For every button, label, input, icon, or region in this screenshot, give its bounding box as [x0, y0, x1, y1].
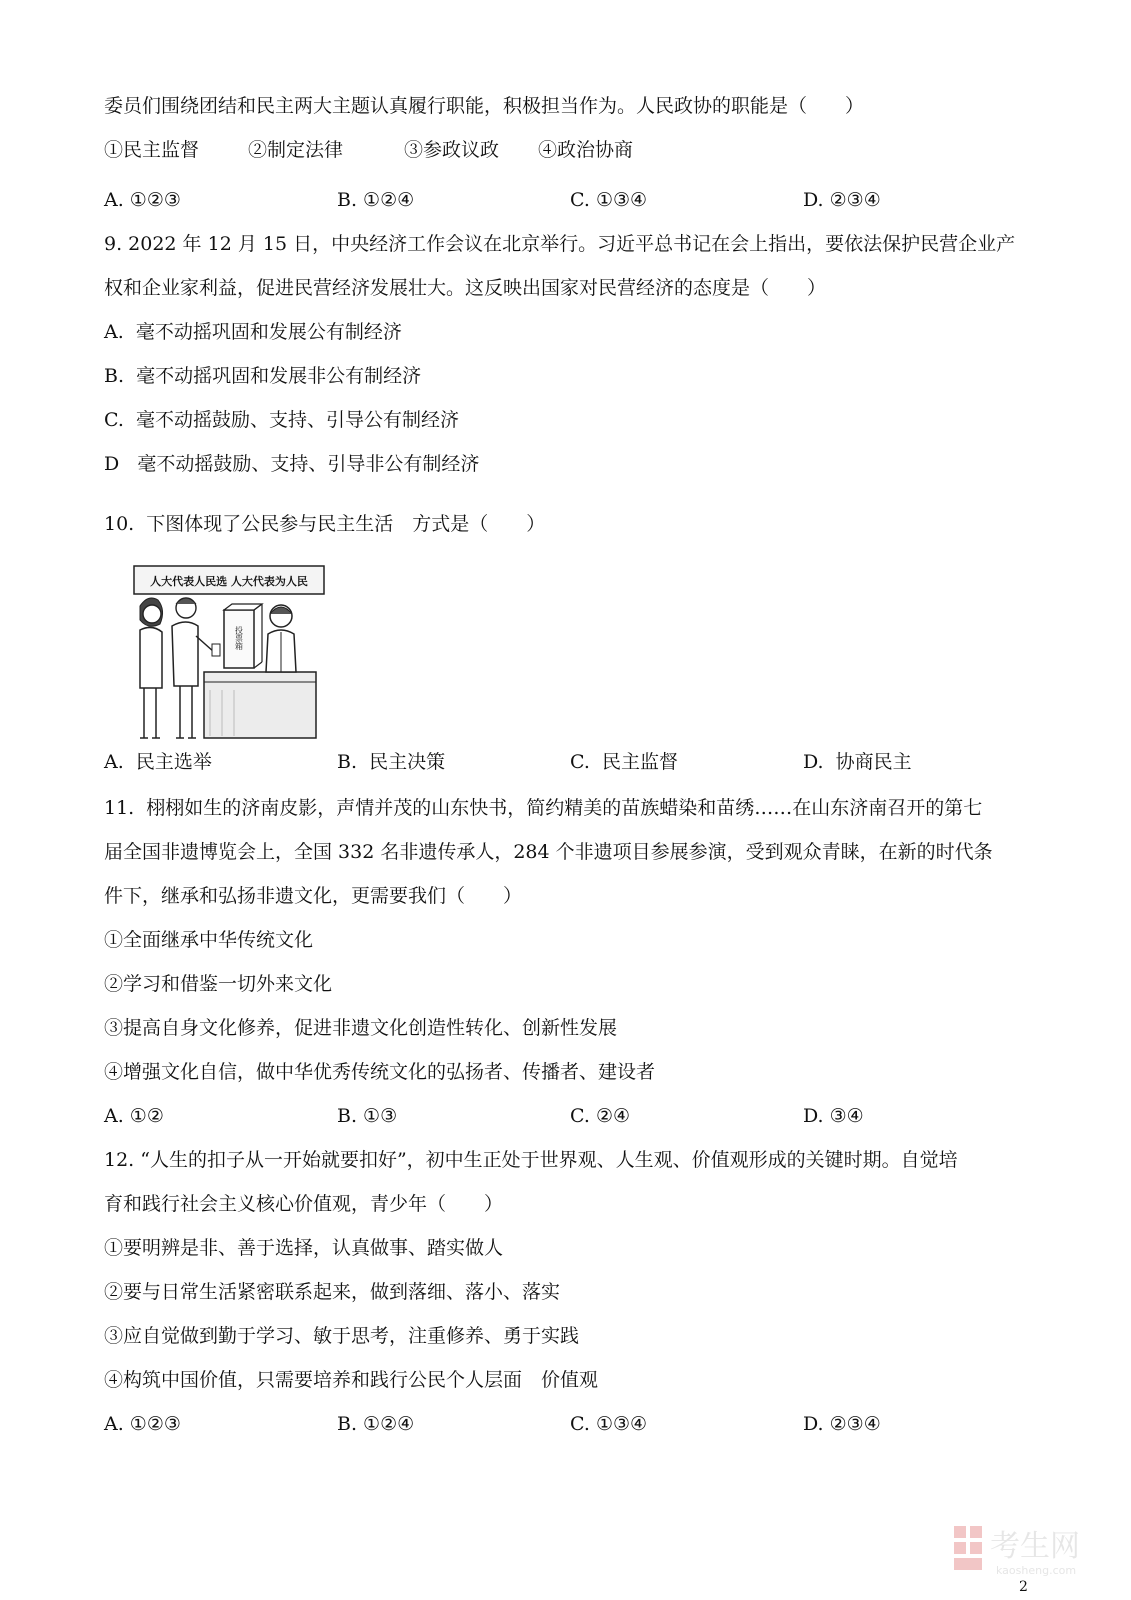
- q8-option-a: A. ①②③: [104, 189, 181, 211]
- q12-option-d: D. ②③④: [803, 1413, 881, 1435]
- q12-option-b: B. ①②④: [337, 1413, 415, 1435]
- q11-option-a: A. ①②: [104, 1105, 164, 1127]
- q8-statement-3: ③参政议政: [404, 139, 500, 161]
- q9-stem-line-1: 9. 2022 年 12 月 15 日，中央经济工作会议在北京举行。习近平总书记在会上指出，要依法保护民营企业产: [104, 233, 1016, 255]
- q8-statement-4: ④政治协商: [538, 139, 634, 161]
- q11-stem-line-3: 件下，继承和弘扬非遗文化，更需要我们（ ）: [104, 885, 523, 907]
- q9-option-c: C. 毫不动摇鼓励、支持、引导公有制经济: [104, 409, 459, 431]
- q11-statement-3: ③提高自身文化修养，促进非遗文化创造性转化、创新性发展: [104, 1017, 618, 1039]
- q9-option-d: D 毫不动摇鼓励、支持、引导非公有制经济: [104, 453, 480, 475]
- q11-stem-line-2: 届全国非遗博览会上，全国 332 名非遗传承人，284 个非遗项目参展参演，受到观众青睐，在新的时代条: [104, 841, 993, 863]
- q8-statement-1: ①民主监督: [104, 139, 200, 161]
- q12-statement-1: ①要明辨是非、善于选择，认真做事、踏实做人: [104, 1237, 504, 1259]
- q12-stem-line-1: 12. “人生的扣子从一开始就要扣好”，初中生正处于世界观、人生观、价值观形成的关键时期。自觉培: [104, 1149, 958, 1171]
- q11-option-b: B. ①③: [337, 1105, 398, 1127]
- q8-statement-2: ②制定法律: [248, 139, 344, 161]
- ballot-box-label: 投票箱: [234, 626, 244, 650]
- watermark-url: kaosheng.com: [996, 1564, 1077, 1577]
- q12-statement-4: ④构筑中国价值，只需要培养和践行公民个人层面 价值观: [104, 1369, 599, 1391]
- q11-statement-4: ④增强文化自信，做中华优秀传统文化的弘扬者、传播者、建设者: [104, 1061, 656, 1083]
- q10-option-c: C. 民主监督: [570, 751, 678, 773]
- q10-option-a: A. 民主选举: [104, 751, 212, 773]
- q12-statement-2: ②要与日常生活紧密联系起来，做到落细、落小、落实: [104, 1281, 561, 1303]
- q11-option-d: D. ③④: [803, 1105, 864, 1127]
- q12-option-c: C. ①③④: [570, 1413, 648, 1435]
- q9-option-a: A. 毫不动摇巩固和发展公有制经济: [104, 321, 402, 343]
- q10-option-b: B. 民主决策: [337, 751, 446, 773]
- q11-stem-line-1: 11. 栩栩如生的济南皮影，声情并茂的山东快书，简约精美的苗族蜡染和苗绣……在山东济南召开的第七: [104, 797, 983, 819]
- q10-stem: 10. 下图体现了公民参与民主生活 方式是（ ）: [104, 513, 546, 535]
- q10-option-d: D. 协商民主: [803, 751, 912, 773]
- q12-statement-3: ③应自觉做到勤于学习、敏于思考，注重修养、勇于实践: [104, 1325, 580, 1347]
- kaosheng-watermark-logo: [950, 1520, 1110, 1580]
- q11-statement-1: ①全面继承中华传统文化: [104, 929, 314, 951]
- q12-stem-line-2: 育和践行社会主义核心价值观，青少年（ ）: [104, 1193, 504, 1215]
- watermark-brand: 考生网: [990, 1529, 1080, 1564]
- q11-option-c: C. ②④: [570, 1105, 631, 1127]
- q8-option-c: C. ①③④: [570, 189, 648, 211]
- q12-option-a: A. ①②③: [104, 1413, 181, 1435]
- page-number: 2: [1019, 1579, 1028, 1595]
- q11-statement-2: ②学习和借鉴一切外来文化: [104, 973, 333, 995]
- q9-stem-line-2: 权和企业家利益，促进民营经济发展壮大。这反映出国家对民营经济的态度是（ ）: [104, 277, 827, 299]
- q9-option-b: B. 毫不动摇巩固和发展非公有制经济: [104, 365, 422, 387]
- banner-text: 人大代表人民选 人大代表为人民: [150, 575, 308, 588]
- q8-stem: 委员们围绕团结和民主两大主题认真履行职能，积极担当作为。人民政协的职能是（ ）: [104, 95, 865, 117]
- voting-illustration: [126, 560, 331, 748]
- q8-option-b: B. ①②④: [337, 189, 415, 211]
- q8-option-d: D. ②③④: [803, 189, 881, 211]
